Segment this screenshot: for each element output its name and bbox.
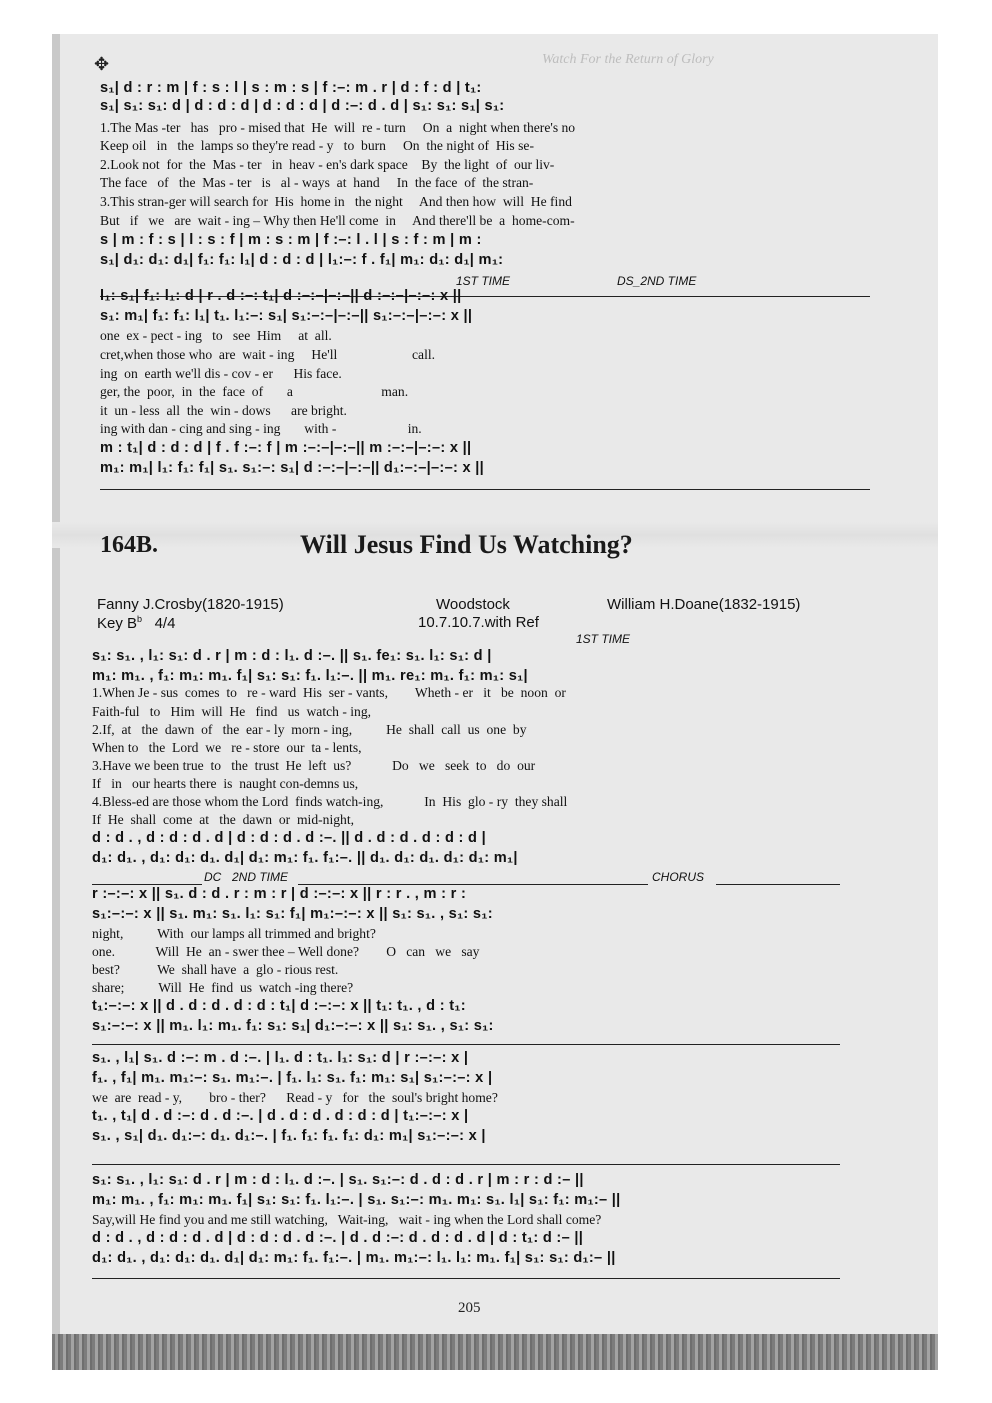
section-rule <box>100 489 870 490</box>
solfa-notation-line: s₁:–:–: x || s₁. m₁: s₁. l₁: s₁: f₁| m₁:–:–: x || s₁: s₁. , s₁: s₁: <box>92 906 493 922</box>
lyric-line: 4.Bless-ed are those whom the Lord finds watch-ing, In His glo - ry they shall <box>92 794 568 809</box>
lyric-line: ger, the poor, in the face of a man. <box>100 384 409 399</box>
solfa-notation-line: s₁: m₁| f₁: f₁: l₁| t₁. l₁:–: s₁| s₁:–:–|–:–|| s₁:–:–|–:–: x || <box>100 308 473 324</box>
lyric-line: Keep oil in the lamps so they're read - y to burn On the night of His se- <box>100 138 534 153</box>
lyric-line: best? We shall have a glo - rious rest. <box>92 962 339 977</box>
dc-marker: DC <box>204 870 222 884</box>
solfa-notation-line: d₁: d₁. , d₁: d₁: d₁. d₁| d₁: m₁: f₁. f₁:–. | m₁. m₁:–: l₁. l₁: m₁. f₁| s₁: s₁: d₁:– || <box>92 1250 616 1266</box>
first-time-marker: 1ST TIME <box>576 632 631 646</box>
composer-credit: William H.Doane(1832-1915) <box>607 596 801 613</box>
lyric-line: When to the Lord we re - store our ta - lents, <box>92 740 362 755</box>
lyric-line: 2.Look not for the Mas - ter in heav - en's dark space By the light of our liv- <box>100 157 555 172</box>
lyric-line: 1.The Mas -ter has pro - mised that He will re - turn On a night when there's no <box>100 120 576 135</box>
lyric-line: one ex - pect - ing to see Him at all. <box>100 328 332 343</box>
solfa-notation-line: l₁: s₁| f₁: l₁: d | r . d :–: t₁| d :–:–|–:–|| d :–:–|–:–: x || <box>100 288 462 304</box>
solfa-notation-line: s₁| d : r : m | f : s : l | s : m : s | f :–: m . r | d : f : d | t₁: <box>100 80 482 96</box>
tune-name: Woodstock <box>436 596 510 613</box>
solfa-notation-line: m : t₁| d : d : d | f . f :–: f | m :–:–|–:–|| m :–:–|–:–: x || <box>100 440 472 456</box>
lyric-line: Say,will He find you and me still watching, Wait-ing, wait - ing when the Lord shall come? <box>92 1212 602 1227</box>
section-rule <box>716 884 840 885</box>
lyric-line: ing with dan - cing and sing - ing with - in. <box>100 421 422 436</box>
solfa-notation-line: s | m : f : s | l : s : f | m : s : m | f :–: l . l | s : f : m | m : <box>100 232 482 248</box>
author-credit: Fanny J.Crosby(1820-1915) <box>97 596 284 613</box>
solfa-notation-line: s₁| s₁: s₁: d | d : d : d | d : d : d | d :–: d . d | s₁: s₁: s₁| s₁: <box>100 98 505 114</box>
lyric-line: ing on earth we'll dis - cov - er His face. <box>100 366 342 381</box>
solfa-notation-line: s₁: s₁. , l₁: s₁: d . r | m : d : l₁. d :–. | s₁. s₁:–: d . d : d . r | m : r : d :– || <box>92 1172 584 1188</box>
second-time-marker: 2ND TIME <box>232 870 289 884</box>
section-rule <box>92 1164 840 1165</box>
lyric-line: share; Will He find us watch -ing there? <box>92 980 354 995</box>
lyric-line: 3.Have we been true to the trust He left us? Do we seek to do our <box>92 758 536 773</box>
solfa-notation-line: d : d . , d : d : d . d | d : d : d . d :–. || d . d : d . d : d : d | <box>92 830 487 846</box>
lyric-line: Faith-ful to Him will He find us watch - ing, <box>92 704 372 719</box>
key-signature: Key $B^b$ 4/4 <box>97 614 176 632</box>
scanned-page <box>52 34 938 1370</box>
cross-symbol-icon: ✥ <box>94 54 110 74</box>
lyric-line: one. Will He an - swer thee – Well done? O can we say <box>92 944 480 959</box>
solfa-notation-line: d : d . , d : d : d . d | d : d : d . d :–. | d . d :–: d . d : d . d | d : t₁: d :– || <box>92 1230 584 1246</box>
solfa-notation-line: t₁:–:–: x || d . d : d . d : d : t₁| d :–:–: x || t₁: t₁. , d : t₁: <box>92 998 466 1014</box>
page-number: 205 <box>458 1300 481 1316</box>
solfa-notation-line: m₁: m₁. , f₁: m₁: m₁. f₁| s₁: s₁: f₁. l₁:–. || m₁. re₁: m₁. f₁: m₁: s₁| <box>92 668 528 684</box>
lyric-line: 2.If, at the dawn of the ear - ly morn - ing, He shall call us one by <box>92 722 527 737</box>
lyric-line: night, With our lamps all trimmed and bright? <box>92 926 376 941</box>
page-content <box>52 34 938 1370</box>
solfa-notation-line: t₁. , t₁| d . d :–: d . d :–. | d . d : d . d : d : d | t₁:–:–: x | <box>92 1108 469 1124</box>
solfa-notation-line: f₁. , f₁| m₁. m₁:–: s₁. m₁:–. | f₁. l₁: s₁. f₁: m₁: s₁| s₁:–:–: x | <box>92 1070 493 1086</box>
solfa-notation-line: s₁:–:–: x || m₁. l₁: m₁. f₁: s₁: s₁| d₁:–:–: x || s₁: s₁. , s₁: s₁: <box>92 1018 494 1034</box>
lyric-line: 1.When Je - sus comes to re - ward His ser - vants, Wheth - er it be noon or <box>92 685 566 700</box>
meter: 10.7.10.7.with Ref <box>418 614 539 631</box>
solfa-notation-line: s₁| d₁: d₁: d₁| f₁: f₁: l₁| d : d : d | l₁:–: f . f₁| m₁: d₁: d₁| m₁: <box>100 252 504 268</box>
ds-second-time-marker: DS_2ND TIME <box>617 274 697 288</box>
section-rule <box>298 884 648 885</box>
lyric-line: The face of the Mas - ter is al - ways at hand In the face of the stran- <box>100 175 534 190</box>
faint-bleedthrough-header: Watch For the Return of Glory <box>542 52 714 67</box>
lyric-line: cret,when those who are wait - ing He'll call. <box>100 347 436 362</box>
lyric-line: we are read - y, bro - ther? Read - y for the soul's bright home? <box>92 1090 498 1105</box>
lyric-line: If in our hearts there is naught con-demns us, <box>92 776 359 791</box>
chorus-marker: CHORUS <box>652 870 705 884</box>
solfa-notation-line: s₁: s₁. , l₁: s₁: d . r | m : d : l₁. d :–. || s₁. fe₁: s₁. l₁: s₁: d | <box>92 648 492 664</box>
lyric-line: it un - less all the win - dows are bright. <box>100 403 347 418</box>
solfa-notation-line: s₁. , l₁| s₁. d :–: m . d :–. | l₁. d : t₁. l₁: s₁: d | r :–:–: x | <box>92 1050 469 1066</box>
solfa-notation-line: d₁: d₁. , d₁: d₁: d₁. d₁| d₁: m₁: f₁. f₁:–. || d₁. d₁: d₁. d₁: d₁: m₁| <box>92 850 518 866</box>
section-rule <box>92 1278 840 1279</box>
hymn-number: 164B. <box>100 532 159 558</box>
first-time-marker: 1ST TIME <box>456 274 511 288</box>
solfa-notation-line: m₁: m₁. , f₁: m₁: m₁. f₁| s₁: s₁: f₁. l₁:–. | s₁. s₁:–: m₁. m₁: s₁. l₁| s₁: f₁: m₁:– || <box>92 1192 621 1208</box>
section-rule <box>92 884 202 885</box>
solfa-notation-line: s₁. , s₁| d₁. d₁:–: d₁. d₁:–. | f₁. f₁: f₁. f₁: d₁: m₁| s₁:–:–: x | <box>92 1128 486 1144</box>
lyric-line: If He shall come at the dawn or mid-night, <box>92 812 354 827</box>
solfa-notation-line: m₁: m₁| l₁: f₁: f₁| s₁. s₁:–: s₁| d :–:–|–:–|| d₁:–:–|–:–: x || <box>100 460 485 476</box>
section-rule <box>92 1044 840 1045</box>
hymn-title: Will Jesus Find Us Watching? <box>300 530 633 559</box>
lyric-line: 3.This stran-ger will search for His home in the night And then how will He find <box>100 194 572 209</box>
solfa-notation-line: r :–:–: x || s₁. d : d . r : m : r | d :–:–: x || r : r . , m : r : <box>92 886 467 902</box>
lyric-line: But if we are wait - ing – Why then He'll come in And there'll be a home-com- <box>100 213 575 228</box>
